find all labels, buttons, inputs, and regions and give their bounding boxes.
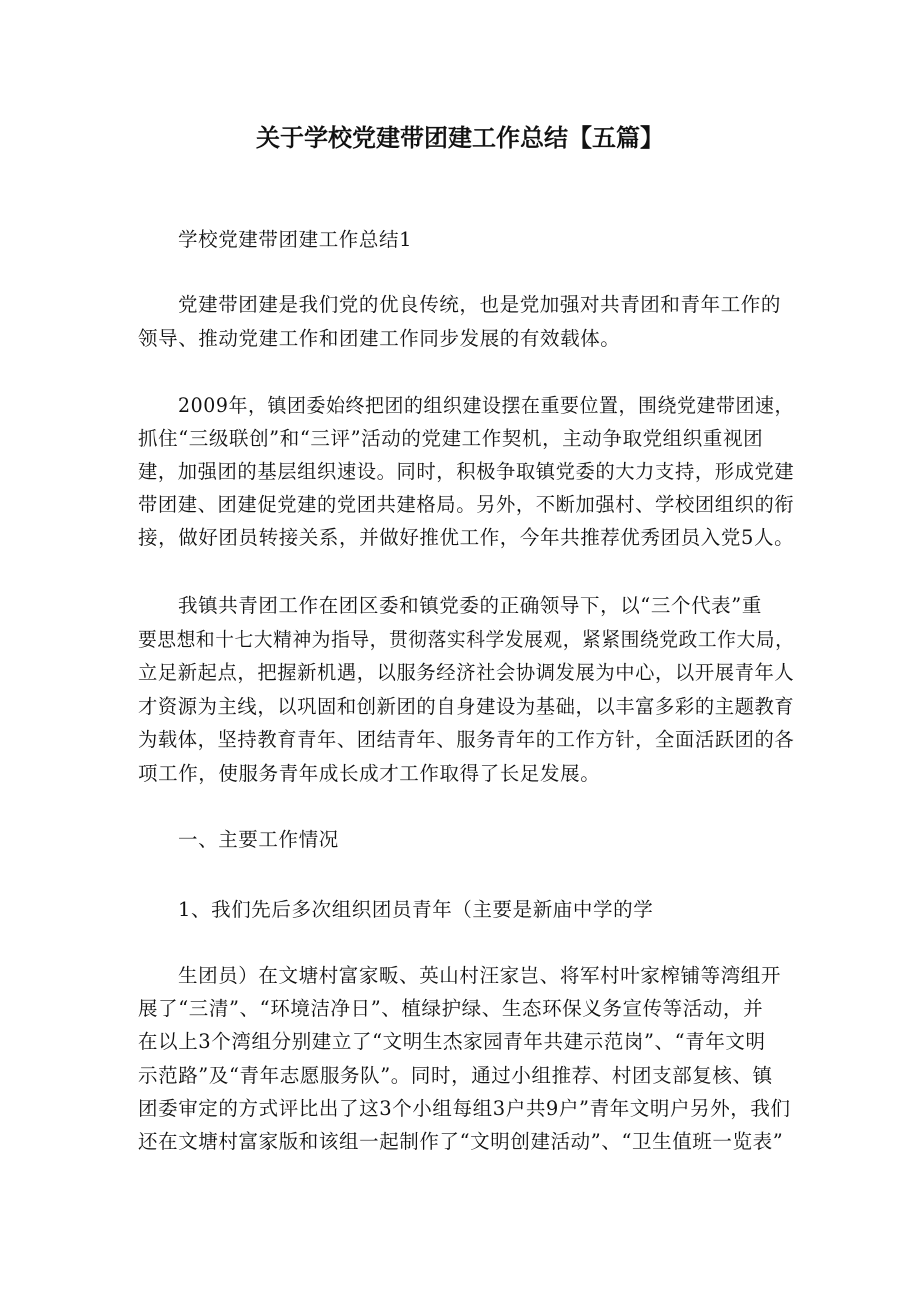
paragraph-line: 要思想和十七大精神为指导，贯彻落实科学发展观，紧紧围绕党政工作大局， (138, 628, 795, 651)
paragraph-line: 才资源为主线，以巩固和创新团的自身建设为基础，以丰富多彩的主题教育 (138, 695, 795, 718)
section-heading-text: 一、主要工作情况 (178, 828, 339, 851)
paragraph-line: 为载体，坚持教育青年、团结青年、服务青年的工作方针，全面活跃团的各 (138, 728, 795, 751)
paragraph-line: 还在文塘村富家版和该组一起制作了“文明创建活动”、“卫生值班一览表” (138, 1130, 784, 1153)
paragraph-line: 2009年，镇团委始终把团的组织建设摆在重要位置，围绕党建带团速， (178, 394, 794, 417)
paragraph-line: 1、我们先后多次组织团员青年（主要是新庙中学的学 (178, 898, 654, 921)
paragraph-line: 示范路”及“青年志愿服务队”。同时，通过小组推荐、村团支部复核、镇 (138, 1064, 773, 1087)
paragraph-line: 项工作，使服务青年成长成才工作取得了长足发展。 (138, 762, 601, 785)
paragraph-line: 立足新起点，把握新机遇，以服务经济社会协调发展为中心，以开展青年人 (138, 661, 795, 684)
document-title: 关于学校党建带团建工作总结【五篇】 (256, 124, 664, 152)
paragraph-line: 党建带团建是我们党的优良传统，也是党加强对共青团和青年工作的 (178, 293, 782, 316)
paragraph-line: 带团建、团建促党建的党团共建格局。另外，不断加强村、学校团组织的衔 (138, 493, 795, 516)
paragraph-line: 在以上3个湾组分别建立了“文明生杰家园青年共建示范岗”、“青年文明 (138, 1030, 766, 1053)
paragraph-line: 领导、推动党建工作和团建工作同步发展的有效载体。 (138, 327, 621, 350)
section-heading-text: 学校党建带团建工作总结1 (178, 228, 413, 251)
paragraph-line: 团委审定的方式评比出了这3个小组每组3户共9户”青年文明户另外，我们 (138, 1097, 791, 1120)
paragraph-line: 建，加强团的基层组织速设。同时，积极争取镇党委的大力支持，形成党建 (138, 460, 795, 483)
paragraph-line: 生团员）在文塘村富家畈、英山村汪家岂、将军村叶家榨铺等湾组开 (178, 964, 782, 987)
paragraph-line: 展了“三清”、“环境洁净日”、植绿护绿、生态环保义务宣传等活动，并 (138, 997, 764, 1020)
paragraph-line: 抓住“三级联创”和“三评”活动的党建工作契机，主动争取党组织重视团 (138, 427, 764, 450)
paragraph-line: 接，做好团员转接关系，并做好推优工作，今年共推荐优秀团员入党5人。 (138, 526, 795, 549)
paragraph-line: 我镇共青团工作在团区委和镇党委的正确领导下，以“三个代表”重 (178, 594, 762, 617)
